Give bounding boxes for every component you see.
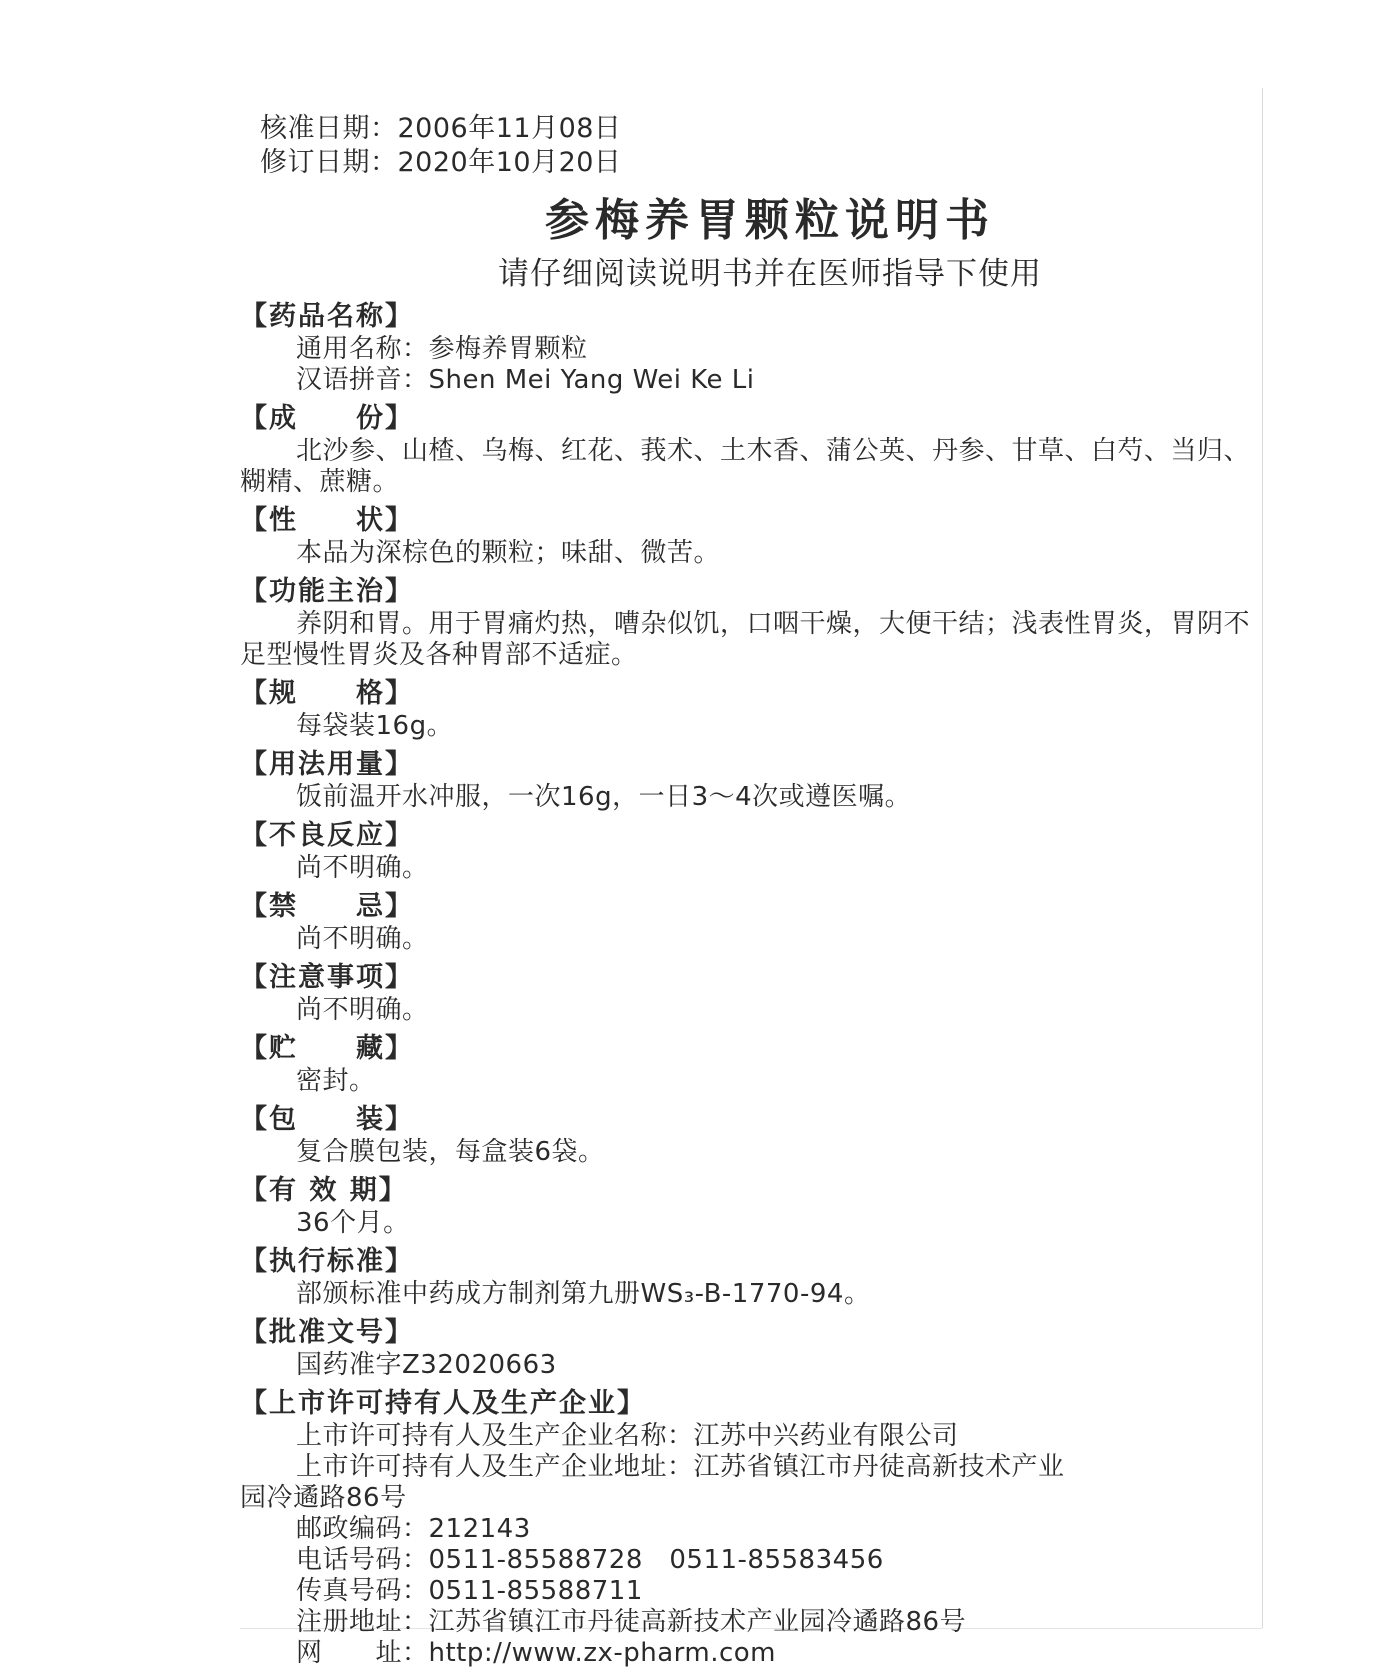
section [240, 1103, 1260, 1168]
section [240, 748, 1260, 813]
section-heading: 【规 格】 [240, 678, 414, 709]
section-paragraph: 养阴和胃。用于胃痛灼热，嘈杂似饥，口咽干燥，大便干结；浅表性胃炎，胃阴不足型慢性胃炎及各种胃部不适症。 [240, 609, 1251, 670]
section-heading: 【成 份】 [240, 403, 414, 434]
section-heading: 【性 状】 [240, 505, 414, 536]
section [240, 402, 1260, 498]
revision-date: 修订日期：2020年10月20日 [260, 147, 622, 178]
section-line: 尚不明确。 [296, 853, 429, 883]
section-line: 尚不明确。 [296, 995, 429, 1025]
document-title: 参梅养胃颗粒说明书 [545, 195, 995, 246]
section-line: 汉语拼音：Shen Mei Yang Wei Ke Li [296, 365, 755, 395]
page-edge-right [1262, 88, 1263, 1628]
section-line: 园冷遹路86号 [240, 1483, 407, 1513]
section-line: 36个月。 [296, 1208, 410, 1238]
section-heading: 【上市许可持有人及生产企业】 [240, 1388, 646, 1419]
section [240, 1316, 1260, 1381]
section-line: 上市许可持有人及生产企业地址：江苏省镇江市丹徒高新技术产业 [296, 1452, 1065, 1482]
section [240, 677, 1260, 742]
section-heading: 【用法用量】 [240, 749, 414, 780]
section-line: 复合膜包装，每盒装6袋。 [296, 1137, 605, 1167]
section-line: 通用名称：参梅养胃颗粒 [296, 334, 588, 364]
document-subtitle: 请仔细阅读说明书并在医师指导下使用 [498, 256, 1042, 292]
section-line: 本品为深棕色的颗粒；味甜、微苦。 [296, 538, 721, 568]
section [240, 890, 1260, 955]
section-heading: 【有 效 期】 [240, 1175, 408, 1206]
section-line: 网 址：http://www.zx-pharm.com [296, 1638, 777, 1668]
section-line: 注册地址：江苏省镇江市丹徒高新技术产业园冷遹路86号 [296, 1607, 967, 1637]
sections-container [240, 300, 1260, 1669]
section [240, 1245, 1260, 1310]
leaflet-content [240, 112, 1260, 1669]
section-line: 传真号码：0511-85588711 [296, 1576, 643, 1606]
section [240, 1174, 1260, 1239]
section-heading: 【禁 忌】 [240, 891, 414, 922]
section-line: 饭前温开水冲服，一次16g，一日3～4次或遵医嘱。 [296, 782, 912, 812]
section [240, 1387, 1260, 1669]
section-line: 电话号码：0511-85588728 0511-85583456 [296, 1545, 884, 1575]
section-heading: 【功能主治】 [240, 576, 414, 607]
section-heading: 【贮 藏】 [240, 1033, 414, 1064]
approval-date: 核准日期：2006年11月08日 [260, 113, 622, 144]
section-heading: 【不良反应】 [240, 820, 414, 851]
section [240, 819, 1260, 884]
section-line: 尚不明确。 [296, 924, 429, 954]
section-line: 每袋装16g。 [296, 711, 454, 741]
section-line: 部颁标准中药成方制剂第九册WS₃-B-1770-94。 [296, 1279, 871, 1309]
section-line: 国药准字Z32020663 [296, 1350, 557, 1380]
section [240, 300, 1260, 396]
section-line: 上市许可持有人及生产企业名称：江苏中兴药业有限公司 [296, 1421, 959, 1451]
section-heading: 【药品名称】 [240, 301, 414, 332]
section [240, 1032, 1260, 1097]
date-block [260, 112, 1260, 180]
section [240, 504, 1260, 569]
section-heading: 【注意事项】 [240, 962, 414, 993]
section-line: 密封。 [296, 1066, 376, 1096]
section-heading: 【批准文号】 [240, 1317, 414, 1348]
section-line: 邮政编码：212143 [296, 1514, 531, 1544]
section-paragraph: 北沙参、山楂、乌梅、红花、莪术、土木香、蒲公英、丹参、甘草、白芍、当归、糊精、蔗糖。 [240, 436, 1251, 497]
section-heading: 【执行标准】 [240, 1246, 414, 1277]
section [240, 575, 1260, 671]
section-heading: 【包 装】 [240, 1104, 414, 1135]
section [240, 961, 1260, 1026]
